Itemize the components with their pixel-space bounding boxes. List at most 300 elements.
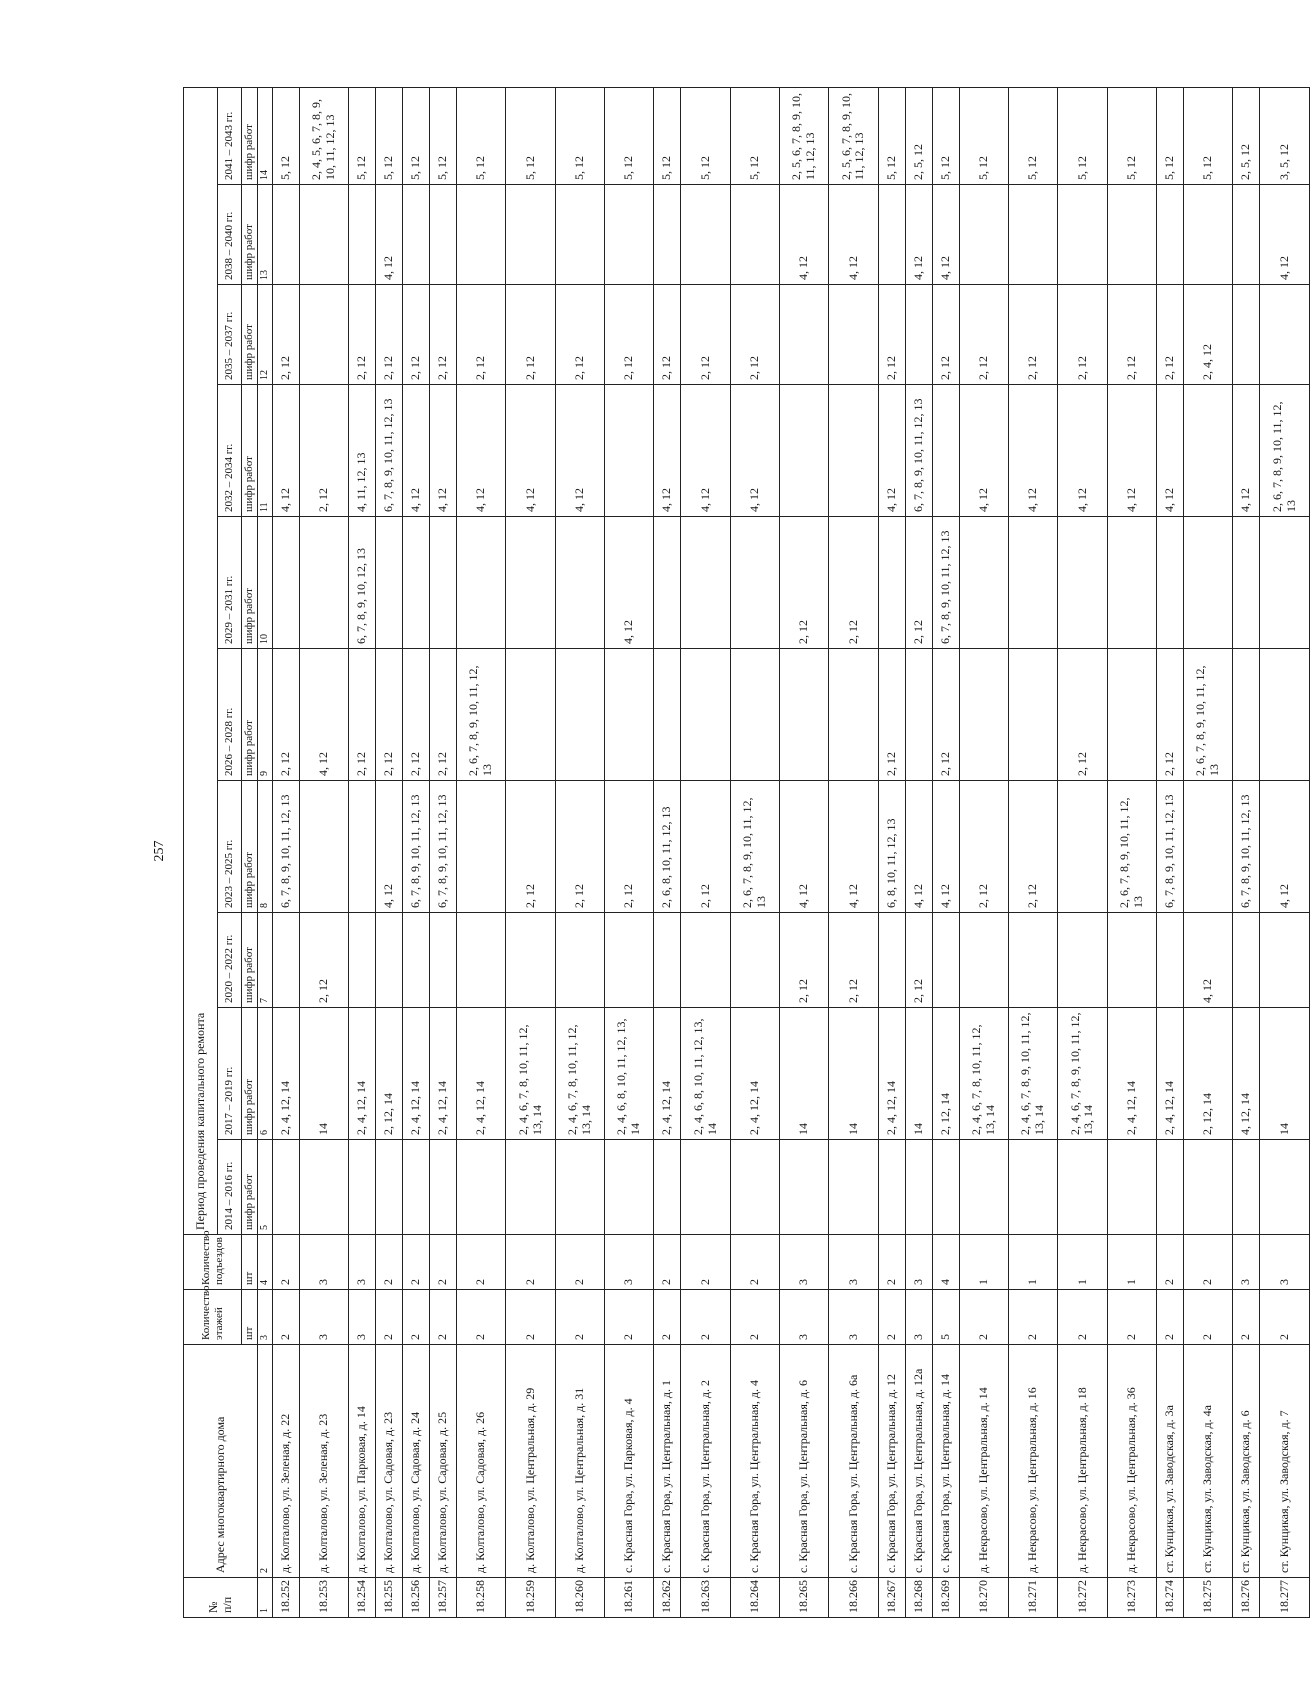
row-work-cipher: 4, 12 (1260, 185, 1310, 285)
row-floors: 2 (605, 1290, 654, 1345)
header-period-year: 2014 – 2016 гг. (218, 1140, 242, 1235)
row-work-cipher (1107, 185, 1156, 285)
row-work-cipher: 2, 12 (905, 517, 932, 649)
table-row (1233, 87, 1260, 1617)
table-row (1260, 87, 1310, 1617)
row-work-cipher: 4, 12 (457, 385, 506, 517)
row-work-cipher: 5, 12 (348, 87, 375, 184)
table-row (457, 87, 506, 1617)
row-address: д. Колталово, ул. Зеленая, д. 22 (272, 1345, 299, 1578)
row-work-cipher (932, 385, 959, 517)
row-number: 18.267 (878, 1578, 905, 1618)
row-work-cipher (457, 913, 506, 1008)
row-work-cipher (681, 517, 730, 649)
header-period-year: 2017 – 2019 гг. (218, 1008, 242, 1140)
row-number: 18.261 (605, 1578, 654, 1618)
row-number: 18.273 (1107, 1578, 1156, 1618)
row-work-cipher: 2, 12 (681, 285, 730, 385)
row-work-cipher (348, 185, 375, 285)
row-number: 18.253 (299, 1578, 348, 1618)
row-work-cipher (779, 385, 828, 517)
row-work-cipher: 5, 12 (555, 87, 604, 184)
row-work-cipher: 6, 7, 8, 9, 10, 11, 12, 13 (430, 781, 457, 913)
row-work-cipher (654, 517, 681, 649)
header-floors: Количество этажей (184, 1290, 242, 1345)
header-no: № п/п (184, 1578, 258, 1618)
row-work-cipher: 2, 12 (430, 285, 457, 385)
row-entrances: 1 (1058, 1235, 1107, 1290)
row-entrances: 3 (1260, 1235, 1310, 1290)
row-work-cipher (1233, 285, 1260, 385)
header-cipher: шифр работ (242, 1008, 258, 1140)
row-number: 18.277 (1260, 1578, 1310, 1618)
row-work-cipher: 5, 12 (605, 87, 654, 184)
row-work-cipher: 6, 7, 8, 9, 10, 11, 12, 13 (1156, 781, 1183, 913)
row-work-cipher (779, 1140, 828, 1235)
row-work-cipher (555, 517, 604, 649)
header-period-year: 2041 – 2043 гг. (218, 87, 242, 184)
row-address: с. Красная Гора, ул. Центральная, д. 4 (730, 1345, 779, 1578)
row-work-cipher: 2, 12 (779, 517, 828, 649)
row-work-cipher (1233, 913, 1260, 1008)
row-work-cipher: 14 (829, 1008, 878, 1140)
row-work-cipher: 2, 12 (605, 285, 654, 385)
row-floors: 2 (272, 1290, 299, 1345)
row-work-cipher (959, 913, 1008, 1008)
row-work-cipher: 2, 12 (348, 285, 375, 385)
row-work-cipher (1009, 1140, 1058, 1235)
row-work-cipher (1058, 781, 1107, 913)
table-row (348, 87, 375, 1617)
row-work-cipher: 2, 6, 7, 8, 9, 10, 11, 12, 13 (1260, 385, 1310, 517)
row-work-cipher (402, 1140, 429, 1235)
column-number: 2 (258, 1345, 273, 1578)
row-floors: 2 (1233, 1290, 1260, 1345)
row-work-cipher (605, 1140, 654, 1235)
row-work-cipher: 4, 12 (654, 385, 681, 517)
row-address: д. Колталово, ул. Садовая, д. 25 (430, 1345, 457, 1578)
row-entrances: 2 (878, 1235, 905, 1290)
row-work-cipher (1183, 185, 1232, 285)
row-work-cipher (605, 913, 654, 1008)
row-work-cipher (506, 517, 555, 649)
row-work-cipher (272, 185, 299, 285)
row-number: 18.256 (402, 1578, 429, 1618)
row-number: 18.254 (348, 1578, 375, 1618)
row-work-cipher: 2, 12 (1156, 649, 1183, 781)
row-work-cipher (654, 185, 681, 285)
row-work-cipher: 2, 12 (932, 285, 959, 385)
row-work-cipher: 2, 4, 12, 14 (430, 1008, 457, 1140)
row-work-cipher: 14 (299, 1008, 348, 1140)
row-address: д. Колталово, ул. Центральная, д. 29 (506, 1345, 555, 1578)
table-row (1183, 87, 1232, 1617)
row-work-cipher: 2, 12 (1107, 285, 1156, 385)
row-work-cipher: 2, 12 (555, 781, 604, 913)
row-work-cipher: 2, 12 (779, 913, 828, 1008)
capital-repair-table (183, 87, 1310, 1618)
row-address: ст. Кунцикая, ул. Заводская, д. 7 (1260, 1345, 1310, 1578)
row-work-cipher (348, 913, 375, 1008)
row-work-cipher: 14 (779, 1008, 828, 1140)
row-work-cipher (905, 649, 932, 781)
row-work-cipher (299, 285, 348, 385)
table-row (375, 87, 402, 1617)
page-number: 257 (152, 840, 167, 862)
row-work-cipher (1260, 285, 1310, 385)
row-work-cipher (299, 517, 348, 649)
row-work-cipher (1009, 649, 1058, 781)
row-number: 18.270 (959, 1578, 1008, 1618)
row-floors: 2 (959, 1290, 1008, 1345)
row-entrances: 2 (506, 1235, 555, 1290)
column-number: 8 (258, 781, 273, 913)
column-number: 13 (258, 185, 273, 285)
column-number: 5 (258, 1140, 273, 1235)
row-work-cipher: 2, 4, 12, 14 (654, 1008, 681, 1140)
row-address: д. Колталово, ул. Парковая, д. 14 (348, 1345, 375, 1578)
row-work-cipher: 2, 4, 12, 14 (348, 1008, 375, 1140)
row-work-cipher: 2, 12, 14 (1183, 1008, 1232, 1140)
row-work-cipher: 14 (1260, 1008, 1310, 1140)
header-cipher: шифр работ (242, 517, 258, 649)
row-number: 18.257 (430, 1578, 457, 1618)
header-period-year: 2035 – 2037 гг. (218, 285, 242, 385)
column-number: 4 (258, 1235, 273, 1290)
row-floors: 2 (457, 1290, 506, 1345)
row-work-cipher (932, 1140, 959, 1235)
row-work-cipher: 2, 12 (375, 649, 402, 781)
row-number: 18.255 (375, 1578, 402, 1618)
row-work-cipher (457, 781, 506, 913)
row-work-cipher (730, 649, 779, 781)
row-address: ст. Кунцикая, ул. Заводская, д. 3а (1156, 1345, 1183, 1578)
row-work-cipher (605, 649, 654, 781)
table-row (905, 87, 932, 1617)
row-work-cipher (506, 1140, 555, 1235)
row-work-cipher: 4, 12 (1009, 385, 1058, 517)
row-work-cipher (1107, 913, 1156, 1008)
row-work-cipher (348, 1140, 375, 1235)
row-entrances: 2 (654, 1235, 681, 1290)
row-work-cipher: 2, 6, 7, 8, 9, 10, 11, 12, 13 (1183, 649, 1232, 781)
row-work-cipher: 2, 5, 6, 7, 8, 9, 10, 11, 12, 13 (829, 87, 878, 184)
table-row (272, 87, 299, 1617)
row-work-cipher (654, 913, 681, 1008)
row-work-cipher: 2, 6, 7, 8, 9, 10, 11, 12, 13 (457, 649, 506, 781)
row-work-cipher (375, 913, 402, 1008)
row-work-cipher (681, 913, 730, 1008)
row-work-cipher (457, 185, 506, 285)
row-work-cipher (1009, 913, 1058, 1008)
row-work-cipher: 4, 12 (430, 385, 457, 517)
row-number: 18.268 (905, 1578, 932, 1618)
header-unit: шт (242, 1290, 258, 1345)
row-entrances: 2 (555, 1235, 604, 1290)
header-cipher: шифр работ (242, 649, 258, 781)
row-work-cipher (878, 913, 905, 1008)
header-cipher: шифр работ (242, 285, 258, 385)
table-row (430, 87, 457, 1617)
row-work-cipher: 6, 7, 8, 9, 10, 12, 13 (348, 517, 375, 649)
row-work-cipher (555, 649, 604, 781)
table-row (555, 87, 604, 1617)
row-work-cipher: 6, 7, 8, 9, 10, 11, 12, 13 (272, 781, 299, 913)
row-entrances: 3 (905, 1235, 932, 1290)
column-number: 6 (258, 1008, 273, 1140)
row-floors: 2 (878, 1290, 905, 1345)
column-number: 10 (258, 517, 273, 649)
row-work-cipher (430, 1140, 457, 1235)
row-work-cipher: 2, 12, 14 (375, 1008, 402, 1140)
row-work-cipher: 2, 12 (1058, 649, 1107, 781)
row-entrances: 1 (1009, 1235, 1058, 1290)
row-number: 18.269 (932, 1578, 959, 1618)
row-work-cipher (1183, 1140, 1232, 1235)
row-work-cipher (1260, 649, 1310, 781)
row-work-cipher: 2, 4, 12, 14 (730, 1008, 779, 1140)
row-work-cipher: 4, 12 (299, 649, 348, 781)
table-row (402, 87, 429, 1617)
header-period-year: 2032 – 2034 гг. (218, 385, 242, 517)
row-work-cipher: 2, 12 (457, 285, 506, 385)
row-work-cipher (1058, 185, 1107, 285)
row-work-cipher (1233, 649, 1260, 781)
row-number: 18.274 (1156, 1578, 1183, 1618)
row-work-cipher: 6, 7, 8, 9, 10, 11, 12, 13 (402, 781, 429, 913)
table-row (654, 87, 681, 1617)
row-address: ст. Кунцикая, ул. Заводская, д. 4а (1183, 1345, 1232, 1578)
row-entrances: 3 (1233, 1235, 1260, 1290)
row-address: с. Красная Гора, ул. Центральная, д. 6 (779, 1345, 828, 1578)
header-period-year: 2029 – 2031 гг. (218, 517, 242, 649)
row-entrances: 2 (1183, 1235, 1232, 1290)
row-work-cipher: 4, 12 (375, 781, 402, 913)
row-work-cipher: 2, 4, 6, 7, 8, 10, 11, 12, 13, 14 (555, 1008, 604, 1140)
row-work-cipher: 2, 4, 6, 7, 8, 10, 11, 12, 13, 14 (959, 1008, 1008, 1140)
row-work-cipher: 2, 4, 6, 7, 8, 9, 10, 11, 12, 13, 14 (1009, 1008, 1058, 1140)
row-work-cipher: 6, 7, 8, 9, 10, 11, 12, 13 (932, 517, 959, 649)
row-work-cipher: 2, 12 (878, 285, 905, 385)
row-work-cipher: 5, 12 (1058, 87, 1107, 184)
row-address: д. Колталово, ул. Садовая, д. 23 (375, 1345, 402, 1578)
row-work-cipher: 2, 12 (348, 649, 375, 781)
row-work-cipher: 4, 12 (1233, 385, 1260, 517)
row-work-cipher (829, 385, 878, 517)
row-work-cipher: 4, 12 (1260, 781, 1310, 913)
header-cipher: шифр работ (242, 185, 258, 285)
row-floors: 2 (506, 1290, 555, 1345)
row-entrances: 2 (457, 1235, 506, 1290)
row-work-cipher (605, 385, 654, 517)
row-entrances: 1 (959, 1235, 1008, 1290)
header-period-year: 2020 – 2022 гг. (218, 913, 242, 1008)
table-row (730, 87, 779, 1617)
row-work-cipher (402, 517, 429, 649)
row-work-cipher: 4, 12 (878, 385, 905, 517)
row-work-cipher: 14 (905, 1008, 932, 1140)
row-work-cipher (375, 1140, 402, 1235)
column-number: 7 (258, 913, 273, 1008)
row-work-cipher: 2, 12 (299, 385, 348, 517)
row-work-cipher (1156, 913, 1183, 1008)
row-work-cipher (605, 185, 654, 285)
row-work-cipher (829, 1140, 878, 1235)
header-cipher: шифр работ (242, 781, 258, 913)
row-number: 18.266 (829, 1578, 878, 1618)
row-entrances: 2 (402, 1235, 429, 1290)
row-work-cipher (932, 913, 959, 1008)
row-work-cipher (829, 649, 878, 781)
header-entrances: Количество подъездов (184, 1235, 242, 1290)
row-work-cipher (878, 185, 905, 285)
row-entrances: 3 (779, 1235, 828, 1290)
row-work-cipher (1233, 1140, 1260, 1235)
row-work-cipher: 2, 12 (681, 781, 730, 913)
row-number: 18.272 (1058, 1578, 1107, 1618)
row-work-cipher: 4, 12 (1156, 385, 1183, 517)
row-work-cipher: 2, 12 (1058, 285, 1107, 385)
row-work-cipher (1058, 913, 1107, 1008)
row-work-cipher: 4, 12 (506, 385, 555, 517)
row-work-cipher: 2, 12 (829, 913, 878, 1008)
row-work-cipher (905, 1140, 932, 1235)
row-work-cipher (1058, 1140, 1107, 1235)
table-row (506, 87, 555, 1617)
row-work-cipher: 4, 12 (905, 781, 932, 913)
row-work-cipher: 5, 12 (654, 87, 681, 184)
row-floors: 2 (402, 1290, 429, 1345)
row-floors: 2 (375, 1290, 402, 1345)
row-work-cipher: 2, 12 (555, 285, 604, 385)
row-work-cipher: 6, 8, 10, 11, 12, 13 (878, 781, 905, 913)
row-work-cipher (1183, 781, 1232, 913)
row-work-cipher: 2, 12 (402, 649, 429, 781)
row-floors: 2 (1260, 1290, 1310, 1345)
row-floors: 2 (1156, 1290, 1183, 1345)
row-work-cipher: 6, 7, 8, 9, 10, 11, 12, 13 (905, 385, 932, 517)
row-address: д. Колталово, ул. Центральная, д. 31 (555, 1345, 604, 1578)
row-work-cipher (1183, 385, 1232, 517)
header-cipher: шифр работ (242, 87, 258, 184)
row-work-cipher (681, 1140, 730, 1235)
row-address: д. Некрасово, ул. Центральная, д. 36 (1107, 1345, 1156, 1578)
table-row (878, 87, 905, 1617)
row-work-cipher: 4, 12 (375, 185, 402, 285)
row-work-cipher (959, 1140, 1008, 1235)
header-cipher: шифр работ (242, 385, 258, 517)
row-work-cipher (457, 1140, 506, 1235)
row-work-cipher: 2, 4, 6, 8, 10, 11, 12, 13, 14 (681, 1008, 730, 1140)
row-work-cipher: 2, 12 (959, 781, 1008, 913)
row-work-cipher (506, 649, 555, 781)
row-address: с. Красная Гора, ул. Центральная, д. 1 (654, 1345, 681, 1578)
row-floors: 2 (555, 1290, 604, 1345)
table-row (779, 87, 828, 1617)
row-work-cipher: 4, 12 (1058, 385, 1107, 517)
row-work-cipher (681, 649, 730, 781)
row-work-cipher (299, 185, 348, 285)
row-work-cipher (272, 517, 299, 649)
row-work-cipher (959, 517, 1008, 649)
row-work-cipher: 4, 11, 12, 13 (348, 385, 375, 517)
row-number: 18.263 (681, 1578, 730, 1618)
row-work-cipher: 2, 4, 6, 7, 8, 10, 11, 12, 13, 14 (506, 1008, 555, 1140)
row-floors: 2 (1183, 1290, 1232, 1345)
row-work-cipher (1009, 517, 1058, 649)
row-work-cipher (555, 913, 604, 1008)
row-address: с. Красная Гора, ул. Центральная, д. 12 (878, 1345, 905, 1578)
row-address: д. Некрасово, ул. Центральная, д. 14 (959, 1345, 1008, 1578)
row-work-cipher: 2, 12 (654, 285, 681, 385)
row-work-cipher: 5, 12 (375, 87, 402, 184)
row-number: 18.276 (1233, 1578, 1260, 1618)
row-work-cipher (348, 781, 375, 913)
row-work-cipher: 2, 12 (506, 781, 555, 913)
row-entrances: 2 (730, 1235, 779, 1290)
row-address: д. Колталово, ул. Садовая, д. 26 (457, 1345, 506, 1578)
row-work-cipher: 4, 12 (730, 385, 779, 517)
column-number-row (258, 87, 273, 1617)
row-work-cipher: 5, 12 (272, 87, 299, 184)
row-entrances: 3 (348, 1235, 375, 1290)
row-floors: 5 (932, 1290, 959, 1345)
row-work-cipher: 2, 12 (402, 285, 429, 385)
row-work-cipher (779, 285, 828, 385)
row-work-cipher: 2, 5, 12 (1233, 87, 1260, 184)
row-work-cipher: 2, 6, 7, 8, 9, 10, 11, 12, 13 (1107, 781, 1156, 913)
row-work-cipher (878, 517, 905, 649)
row-work-cipher (959, 185, 1008, 285)
row-work-cipher (730, 517, 779, 649)
row-work-cipher (1260, 517, 1310, 649)
row-number: 18.258 (457, 1578, 506, 1618)
table-row (681, 87, 730, 1617)
row-work-cipher: 2, 12 (878, 649, 905, 781)
row-work-cipher: 2, 12 (272, 285, 299, 385)
row-work-cipher: 2, 4, 12, 14 (402, 1008, 429, 1140)
row-work-cipher: 2, 4, 12, 14 (457, 1008, 506, 1140)
row-floors: 2 (681, 1290, 730, 1345)
row-work-cipher: 4, 12 (605, 517, 654, 649)
row-work-cipher: 2, 12 (829, 517, 878, 649)
row-work-cipher (681, 185, 730, 285)
row-work-cipher: 4, 12 (932, 781, 959, 913)
table-row (932, 87, 959, 1617)
row-work-cipher (457, 517, 506, 649)
row-work-cipher: 2, 4, 6, 7, 8, 9, 10, 11, 12, 13, 14 (1058, 1008, 1107, 1140)
row-work-cipher (779, 649, 828, 781)
row-work-cipher: 2, 12 (932, 649, 959, 781)
row-work-cipher (654, 649, 681, 781)
row-work-cipher: 2, 12 (430, 649, 457, 781)
column-number: 12 (258, 285, 273, 385)
column-number: 1 (258, 1578, 273, 1618)
row-work-cipher: 5, 12 (402, 87, 429, 184)
row-work-cipher (1107, 649, 1156, 781)
row-number: 18.259 (506, 1578, 555, 1618)
row-work-cipher (654, 1140, 681, 1235)
row-work-cipher (299, 781, 348, 913)
row-work-cipher (555, 1140, 604, 1235)
row-entrances: 2 (272, 1235, 299, 1290)
row-address: с. Красная Гора, ул. Центральная, д. 12а (905, 1345, 932, 1578)
row-work-cipher: 5, 12 (457, 87, 506, 184)
header-period: Период проведения капитального ремонта (184, 87, 218, 1234)
row-number: 18.260 (555, 1578, 604, 1618)
table-row (1156, 87, 1183, 1617)
row-work-cipher (506, 913, 555, 1008)
